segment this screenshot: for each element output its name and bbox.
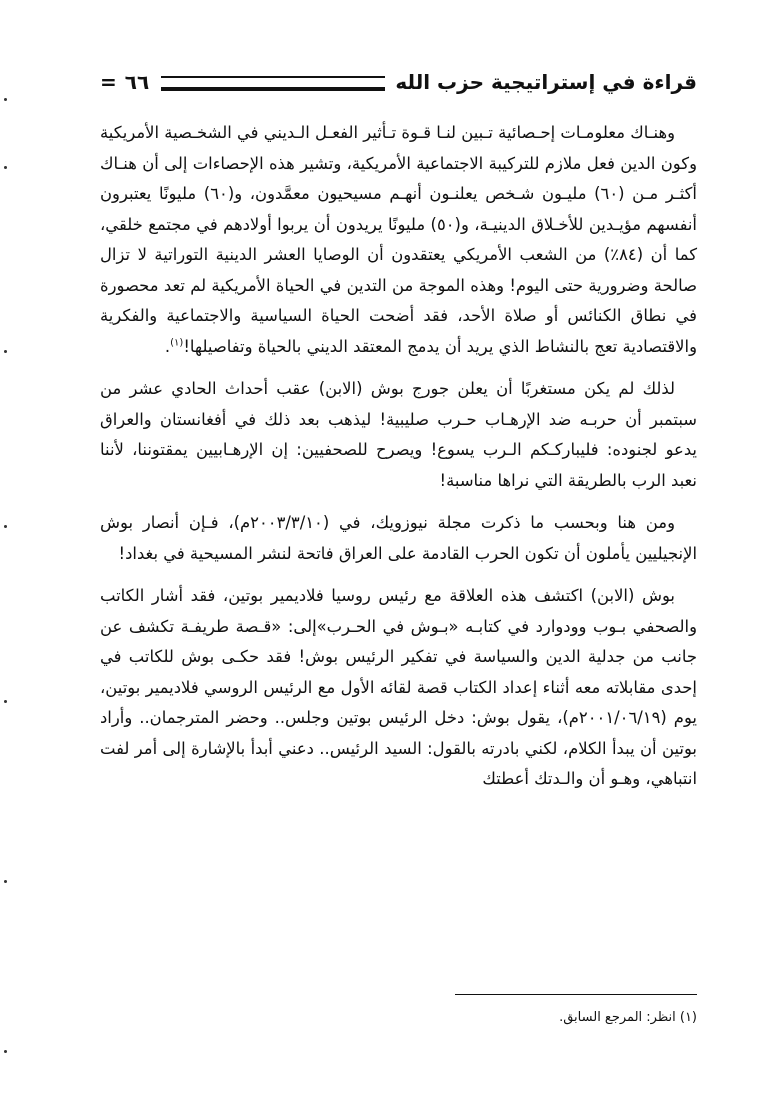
footnote-rule: [455, 994, 697, 995]
page-number: ٦٦: [124, 70, 150, 94]
scan-mark: [4, 98, 7, 101]
scan-mark: [4, 880, 7, 883]
paragraph: بوش (الابن) اكتشف هذه العلاقة مع رئيس روسيا فلاديمير بوتين، فقد أشار الكاتب والصحفي بـوب وودوارد في كتابـه «بـوش في الحـرب»إلى: «قـصة طريفـة تكشف عن جانب من جدلية الدين والسياسة في تفكير الرئيس بوش! فقد حكـى بوش للكاتب في إحدى مقابلاته معه أثناء إعداد الكتاب قصة لقائه الأول مع الرئيس الروسي فلاديمير بوتين، يوم (٢٠٠١/٠٦/١٩م)، يقول بوش: دخل الرئيس بوتين وجلس.. وحضر المترجمان.. وأراد بوتين أن يبدأ الكلام، لكني بادرته بالقول: السيد الرئيس.. دعني أبدأ بالإشارة إلى أمر لفت انتباهي، وهـو أن والـدتك أعطتك: [100, 586, 697, 788]
paragraph: ومن هنا وبحسب ما ذكرت مجلة نيوزويك، في (٢٠٠٣/٣/١٠م)، فـإن أنصار بوش الإنجيليين يأملون أن تكون الحرب القادمة على العراق فاتحة لنشر المسيحية في بغداد!: [100, 513, 697, 563]
paragraph: لذلك لم يكن مستغربًا أن يعلن جورج بوش (الابن) عقب أحداث الحادي عشر من سبتمبر أن حربـه ضد الإرهـاب حـرب صليبية! ليذهب بعد ذلك في أفغانستان والعراق يدعو لجنوده: فليباركـكم الـرب يسوع! ويصرح للصحفيين: إن الإرهـابيين يمقتوننا، لأننا نعبد الرب بالطريقة التي نراها مناسبة!: [100, 379, 697, 490]
scan-mark: [4, 525, 7, 528]
paragraph: وهنـاك معلومـات إحـصائية تـبين لنـا قـوة تـأثير الفعـل الـديني في الشخـصية الأمريكية وكون الدين فعل ملازم للتركيبة الاجتماعية الأمريكية، وتشير هذه الإحصاءات إلى أن هنـاك أكثـر مـن (٦٠) مليـون شـخص يعلنـون أنهـم مسيحيون معمَّدون، و(٦٠) مليونًا يعتبرون أنفسهم مؤيـدين للأخـلاق الدينيـة، و(٥٠) مليونًا يريدون أن يربوا أولادهم في مجتمع خلقي، كما أن (٨٤٪) من الشعب الأمريكي يعتقدون أن الوصايا العشر الدينية التوراتية لا تزال صالحة وضرورية حتى اليوم! وهذه الموجة من التدين في الحياة الأمريكية لم تعد محصورة في نطاق الكنائس أو صلاة الأحد، فقد أضحت الحياة السياسية والاجتماعية والفكرية والاقتصادية تعج بالنشاط الذي يريد أن يدمج المعتقد الديني بالحياة وتفاصيلها!$^{(١)}$.: [100, 123, 697, 356]
book-title: قراءة في إستراتيجية حزب الله: [395, 70, 697, 94]
body-text: [100, 118, 697, 795]
page-number-dash: =: [100, 70, 117, 94]
scan-mark: [4, 166, 7, 169]
header-rule: [161, 76, 385, 91]
scan-mark: [4, 350, 7, 353]
footnote-ref: (١): [170, 337, 184, 349]
scan-mark: [4, 700, 7, 703]
running-header: [100, 62, 697, 102]
footnote: (١) انظر: المرجع السابق.: [559, 1010, 697, 1025]
scan-mark: [4, 1050, 7, 1053]
